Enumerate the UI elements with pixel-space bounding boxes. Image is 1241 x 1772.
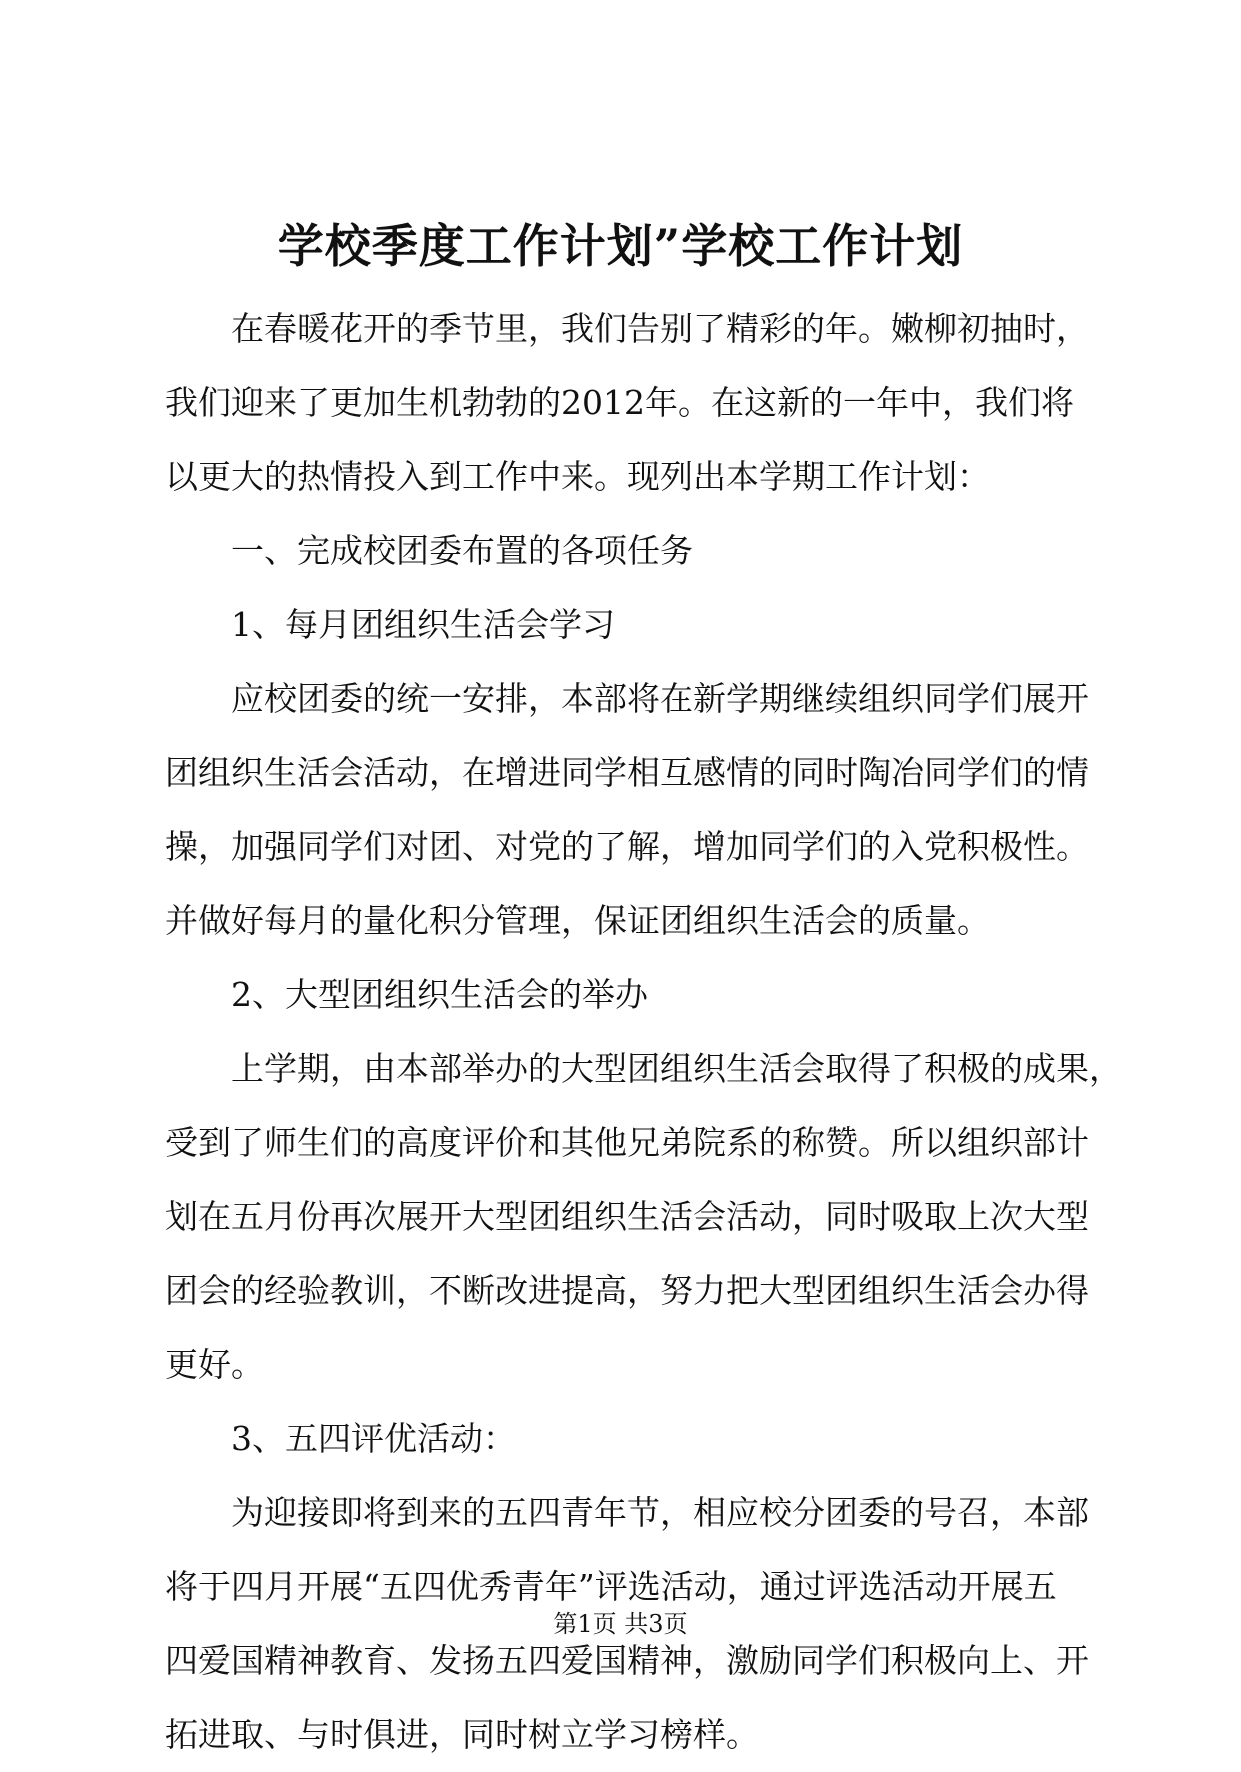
subsection-heading: 1、每月团组织生活会学习 — [231, 605, 615, 644]
paragraph-line: 四爱国精神教育、发扬五四爱国精神，激励同学们积极向上、开 — [165, 1641, 1089, 1680]
paragraph-line: 我们迎来了更加生机勃勃的2012年。在这新的一年中，我们将 — [165, 383, 1074, 422]
paragraph-line: 团组织生活会活动，在增进同学相互感情的同时陶冶同学们的情 — [165, 753, 1089, 792]
paragraph-line: 受到了师生们的高度评价和其他兄弟院系的称赞。所以组织部计 — [165, 1123, 1089, 1162]
paragraph-line: 将于四月开展“五四优秀青年”评选活动，通过评选活动开展五 — [165, 1567, 1057, 1606]
section-heading: 一、完成校团委布置的各项任务 — [231, 531, 693, 570]
paragraph-line: 团会的经验教训，不断改进提高，努力把大型团组织生活会办得 — [165, 1271, 1089, 1310]
paragraph-line: 以更大的热情投入到工作中来。现列出本学期工作计划： — [165, 457, 990, 496]
document-title: 学校季度工作计划”学校工作计划 — [277, 219, 964, 273]
paragraph-line: 上学期，由本部举办的大型团组织生活会取得了积极的成果， — [231, 1049, 1122, 1088]
paragraph-line: 更好。 — [165, 1345, 264, 1384]
paragraph-line: 并做好每月的量化积分管理，保证团组织生活会的质量。 — [165, 901, 990, 940]
paragraph-line: 操，加强同学们对团、对党的了解，增加同学们的入党积极性。 — [165, 827, 1089, 866]
page-footer: 第1页 共3页 — [553, 1610, 688, 1638]
subsection-heading: 2、大型团组织生活会的举办 — [231, 975, 648, 1014]
document-body — [165, 292, 1122, 1772]
subsection-heading: 3、五四评优活动： — [231, 1419, 516, 1458]
paragraph-line: 为迎接即将到来的五四青年节，相应校分团委的号召，本部 — [231, 1493, 1089, 1532]
paragraph-line: 划在五月份再次展开大型团组织生活会活动，同时吸取上次大型 — [165, 1197, 1089, 1236]
paragraph-line: 在春暖花开的季节里，我们告别了精彩的年。嫩柳初抽时， — [231, 309, 1089, 348]
paragraph-line: 应校团委的统一安排，本部将在新学期继续组织同学们展开 — [231, 679, 1089, 718]
paragraph-line: 拓进取、与时俱进，同时树立学习榜样。 — [165, 1715, 759, 1754]
